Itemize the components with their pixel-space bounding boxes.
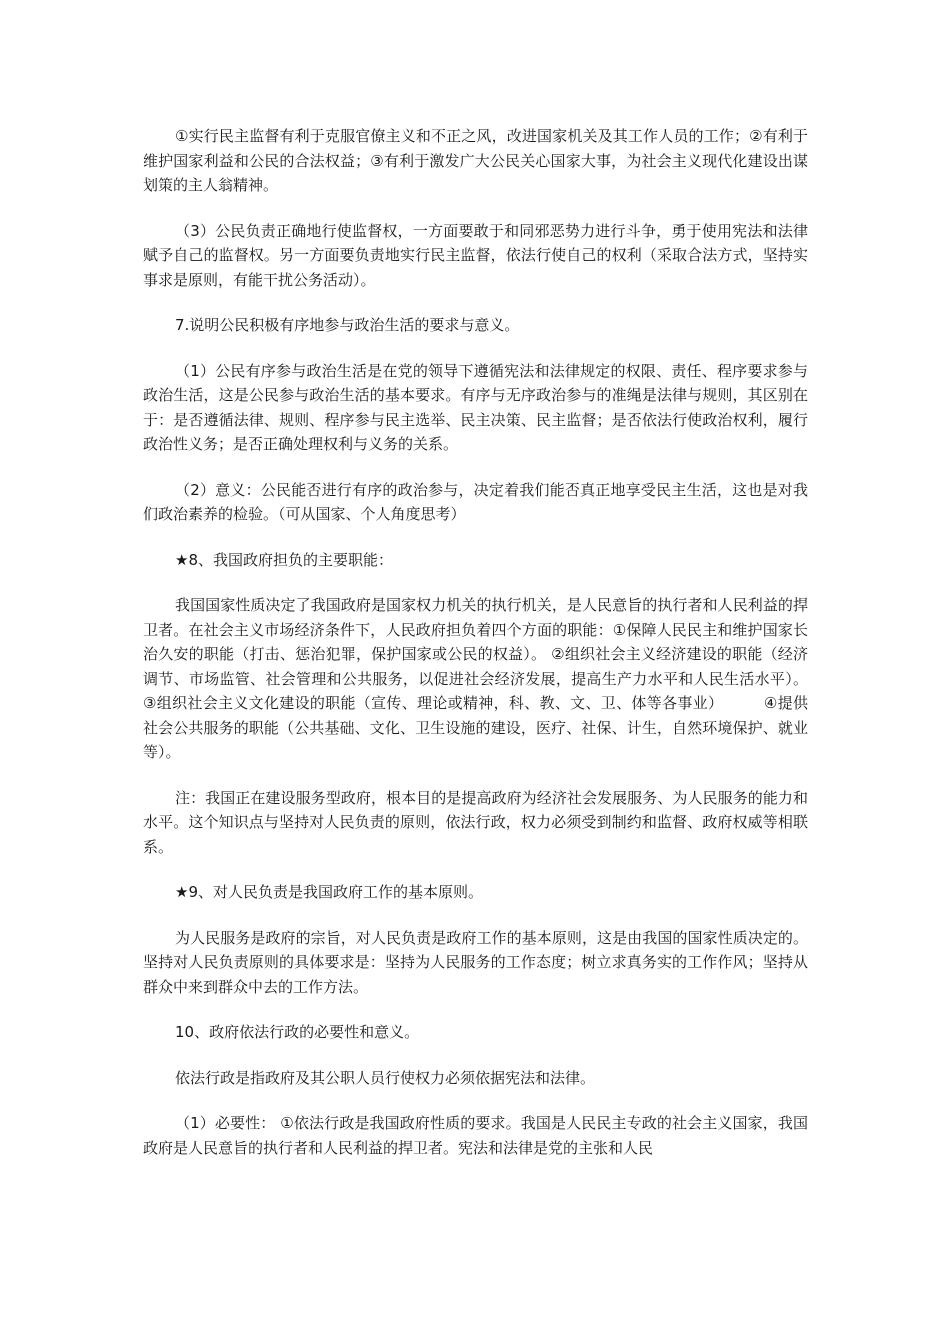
paragraph-exercise-supervision-correctly: （3）公民负责正确地行使监督权，一方面要敢于和同邪恶势力进行斗争，勇于使用宪法和法律赋予自己的监督权。另一方面要负责地实行民主监督，依法行使自己的权利（采取合法方式，坚持实事求是原则，有能干扰公务活动）。 xyxy=(143,221,808,289)
heading-q7-orderly-participation: 7.说明公民积极有序地参与政治生活的要求与意义。 xyxy=(175,316,520,334)
paragraph-rule-by-law-definition: 依法行政是指政府及其公职人员行使权力必须依据宪法和法律。 xyxy=(175,1068,596,1087)
paragraph-orderly-participation-significance: （2）意义：公民能否进行有序的政治参与，决定着我们能否真正地享受民主生活，这也是对我们政治素养的检验。（可从国家、个人角度思考） xyxy=(143,480,808,523)
paragraph-government-functions: 我国国家性质决定了我国政府是国家权力机关的执行机关，是人民意旨的执行者和人民利益的捍卫者。在社会主义市场经济条件下，人民政府担负着四个方面的职能：①保障人民民主和维护国家长治久安的职能（打击、惩治犯罪，保护国家或公民的权益）。 ②组织社会主义经济建设的职能（经济调节、市场监管、社会管理和公共服务，以促进社会经济发展，提高生产力水平和人民生活水平）。 ③组织社会主义文化建设的职能（宣传、理论或精神，科、教、文、卫、体等各事业） ④提供社会公共服务的职能（公共基础、文化、卫生设施的建设，医疗、社保、计生，自然环境保护、就业等）。 xyxy=(143,596,856,761)
document-body xyxy=(143,124,856,1181)
paragraph-responsible-to-people: 为人民服务是政府的宗旨，对人民负责是政府工作的基本原则，这是由我国的国家性质决定的。坚持对人民负责原则的具体要求是：坚持为人民服务的工作态度；树立求真务实的工作作风；坚持从群众中来到群众中去的工作方法。 xyxy=(143,928,808,996)
paragraph-orderly-participation-requirements: （1）公民有序参与政治生活是在党的领导下遵循宪法和法律规定的权限、责任、程序要求参与政治生活，这是公民参与政治生活的基本要求。有序与无序政治参与的准绳是法律与规则，其区别在于：是否遵循法律、规则、程序参与民主选举、民主决策、民主监督；是否依法行使政治权利，履行政治性义务；是否正确处理权利与义务的关系。 xyxy=(143,361,808,453)
paragraph-service-government-note: 注：我国正在建设服务型政府，根本目的是提高政府为经济社会发展服务、为人民服务的能力和水平。这个知识点与坚持对人民负责的原则，依法行政，权力必须受到制约和监督、政府权威等相联系。 xyxy=(143,788,808,856)
paragraph-democratic-supervision-significance: ①实行民主监督有利于克服官僚主义和不正之风，改进国家机关及其工作人员的工作；②有利于维护国家利益和公民的合法权益；③有利于激发广大公民关心国家大事，为社会主义现代化建设出谋划策的主人翁精神。 xyxy=(143,127,808,194)
heading-q10-rule-by-law: 10、政府依法行政的必要性和意义。 xyxy=(175,1023,420,1041)
heading-q8-government-functions: ★8、我国政府担负的主要职能： xyxy=(175,550,393,569)
paragraph-rule-by-law-necessity: （1）必要性： ①依法行政是我国政府性质的要求。我国是人民民主专政的社会主义国家，我国政府是人民意旨的执行者和人民利益的捍卫者。宪法和法律是党的主张和人民 xyxy=(143,1114,808,1157)
heading-q9-responsible-to-people: ★9、对人民负责是我国政府工作的基本原则。 xyxy=(175,883,483,901)
